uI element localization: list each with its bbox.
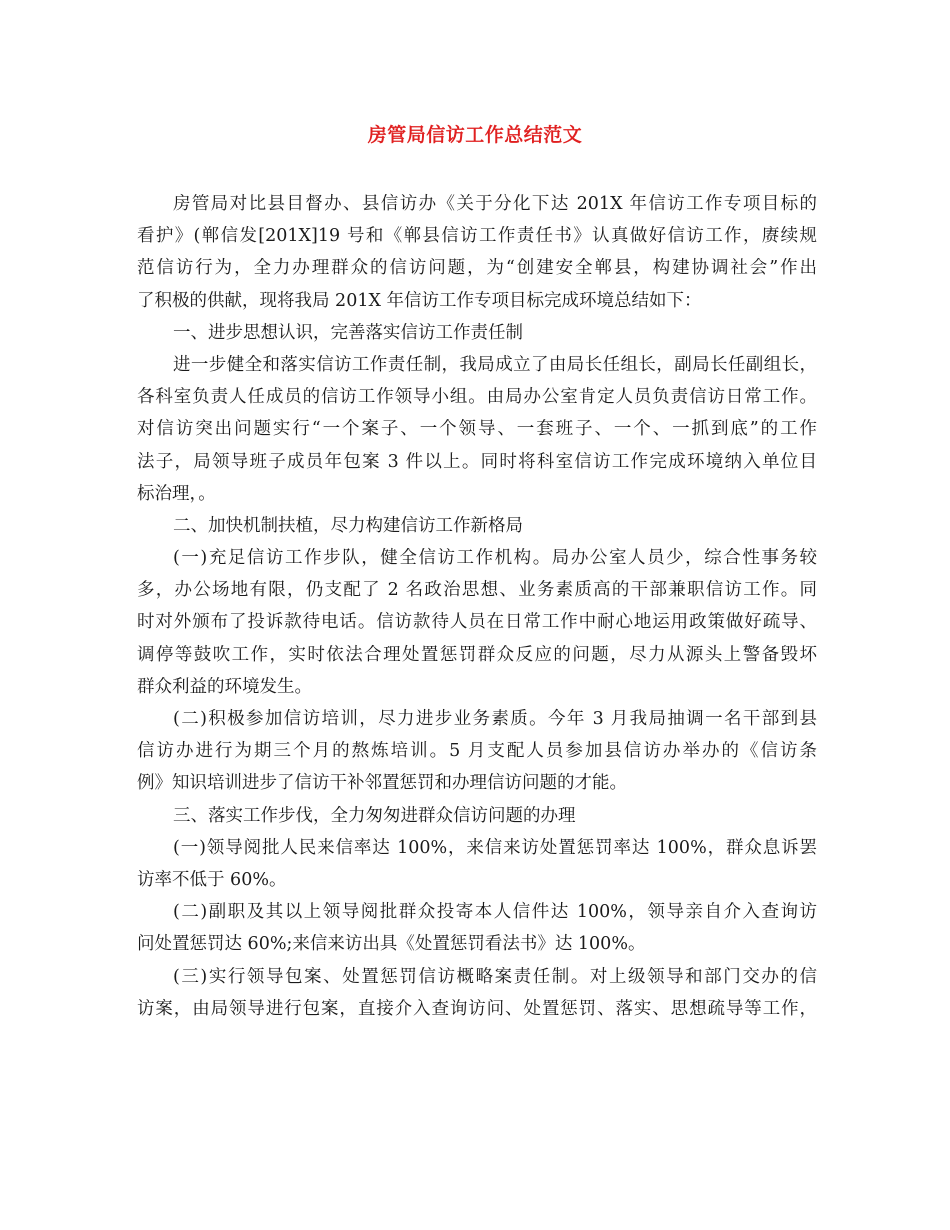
text-line: 访率不低于 60%。	[137, 869, 287, 890]
text-line: 法子，局领导班子成员年包案 3 件以上。同时将科室信访工作完成环境纳入单位目	[137, 451, 817, 472]
text-line: 房管局对比县目督办、县信访办《关于分化下达 201X 年信访工作专项目标的	[173, 194, 817, 214]
text-line: 信访办进行为期三个月的熬炼培训。5 月支配人员参加县信访办举办的《信访条	[137, 741, 817, 762]
text-line: (二)积极参加信访培训，尽力进步业务素质。今年 3 月我局抽调一名干部到县	[173, 709, 817, 729]
document-body	[137, 188, 817, 1025]
text-line: 对信访突出问题实行“一个案子、一个领导、一套班子、一个、一抓到底”的工作	[137, 419, 817, 440]
text-line: 二、加快机制扶植，尽力构建信访工作新格局	[173, 515, 523, 536]
text-line: 标治理，。	[137, 483, 216, 504]
text-line: 一、进步思想认识，完善落实信访工作责任制	[173, 322, 523, 343]
text-line: 例》知识培训进步了信访干补邻置惩罚和办理信访问题的才能。	[137, 773, 627, 794]
text-line: 范信访行为，全力办理群众的信访问题，为“创建安全郸县，构建协调社会”作出	[137, 258, 817, 279]
text-line: 时对外颁布了投诉款待电话。信访款待人员在日常工作中耐心地运用政策做好疏导、	[137, 612, 817, 633]
document-title: 房管局信访工作总结范文	[367, 124, 583, 146]
text-line: (一)领导阅批人民来信率达 100%，来信来访处置惩罚率达 100%，群众息诉罢	[173, 837, 817, 858]
text-line: (二)副职及其以上领导阅批群众投寄本人信件达 100%，领导亲自介入查询访	[173, 902, 817, 923]
text-line: 进一步健全和落实信访工作责任制，我局成立了由局长任组长，副局长任副组长，	[173, 354, 817, 375]
text-line: 调停等鼓吹工作，实时依法合理处置惩罚群众反应的问题，尽力从源头上警备毁坏	[137, 644, 817, 665]
text-line: 访案，由局领导进行包案，直接介入查询访问、处置惩罚、落实、思想疏导等工作，	[137, 998, 817, 1019]
text-line: (一)充足信访工作步队，健全信访工作机构。局办公室人员少，综合性事务较	[173, 548, 817, 569]
text-line: 了积极的供献，现将我局 201X 年信访工作专项目标完成环境总结如下：	[137, 290, 702, 311]
text-line: 群众利益的环境发生。	[137, 676, 312, 697]
text-line: 三、落实工作步伐，全力匆匆进群众信访问题的办理	[173, 805, 576, 826]
text-line: 多，办公场地有限，仍支配了 2 名政治思想、业务素质高的干部兼职信访工作。同	[137, 580, 817, 601]
text-line: 各科室负责人任成员的信访工作领导小组。由局办公室肯定人员负责信访日常工作。	[137, 387, 817, 408]
text-line: 看护》(郸信发[201X]19 号和《郸县信访工作责任书》认真做好信访工作，赓续规	[137, 226, 817, 247]
text-line: (三)实行领导包案、处置惩罚信访概略案责任制。对上级领导和部门交办的信	[173, 966, 817, 987]
text-line: 问处置惩罚达 60%;来信来访出具《处置惩罚看法书》达 100%。	[137, 934, 646, 955]
